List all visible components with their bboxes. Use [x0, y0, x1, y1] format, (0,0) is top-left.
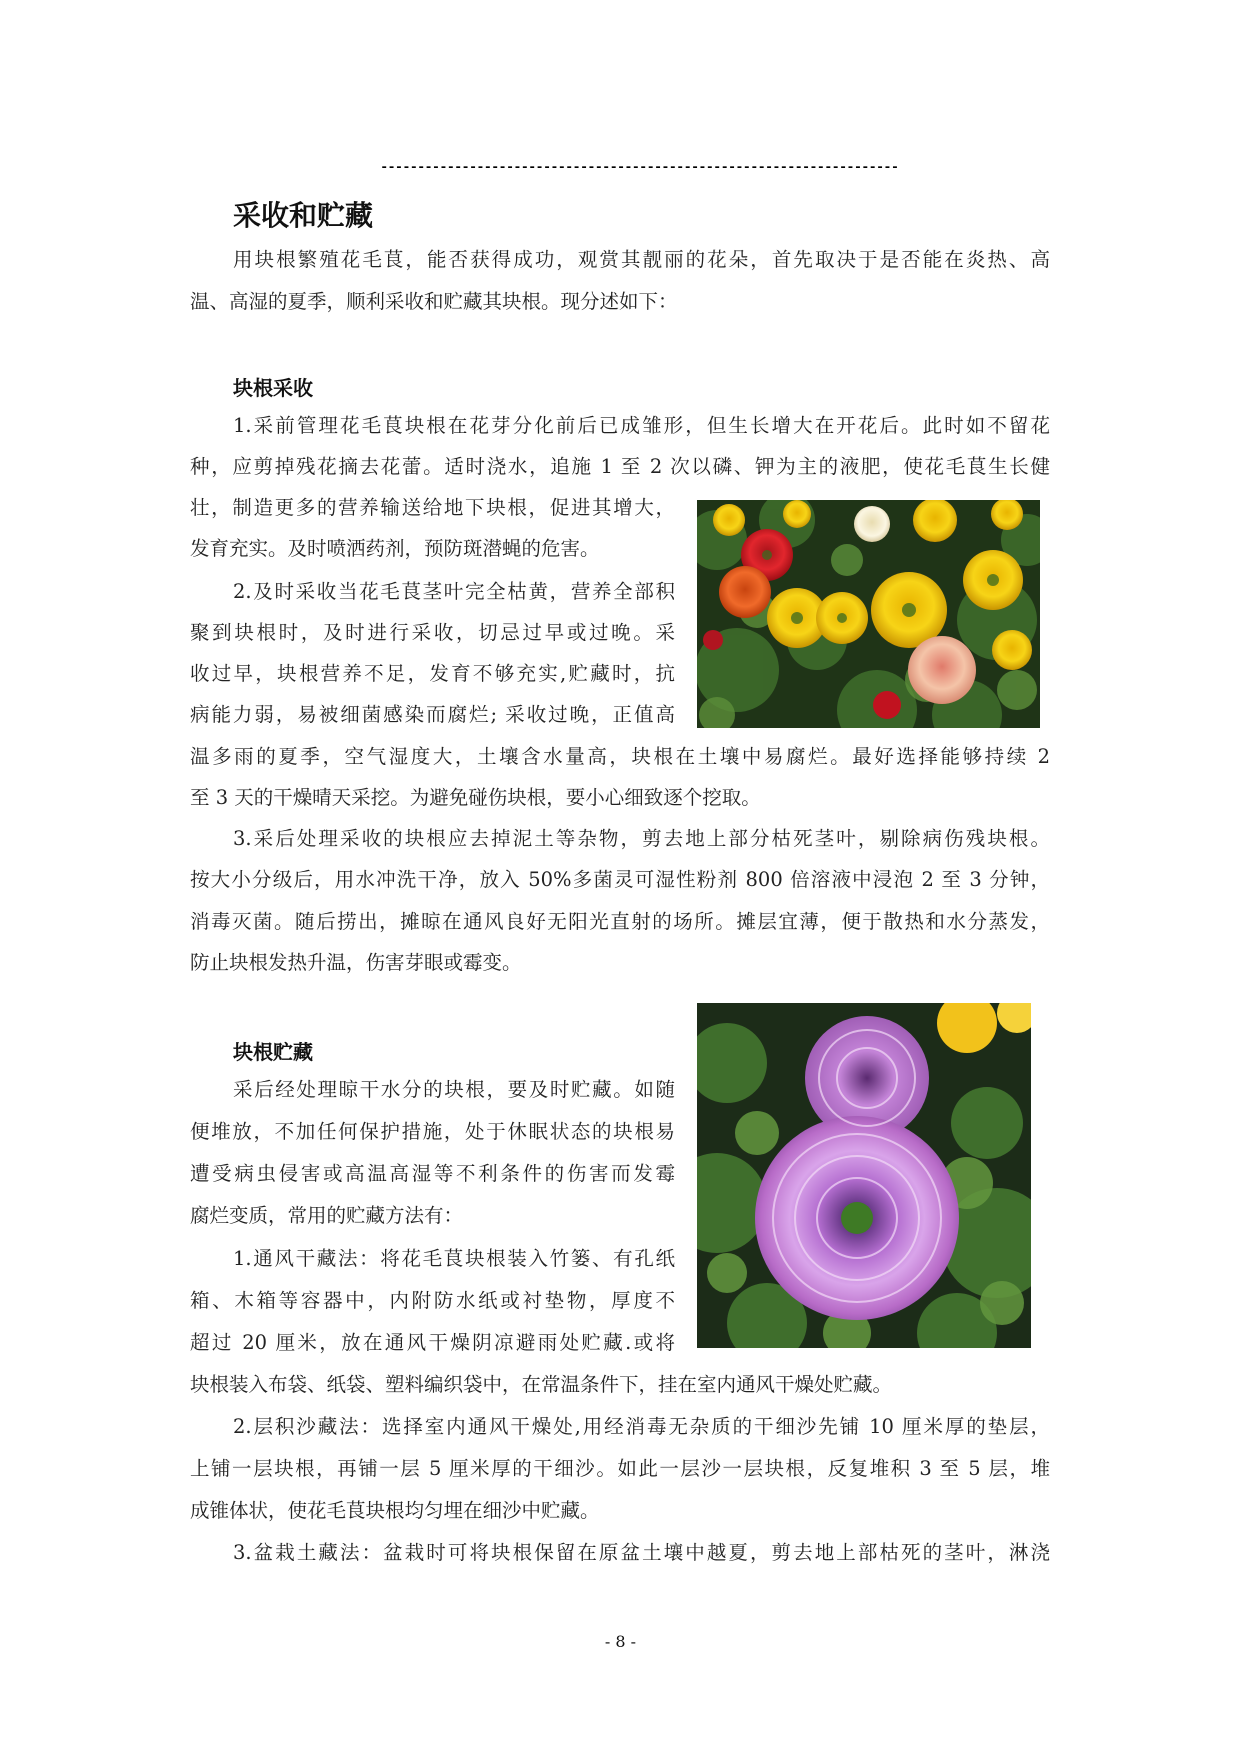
paragraph-line: 1.通风干藏法：将花毛茛块根装入竹篓、有孔纸: [233, 1247, 675, 1270]
paragraph-line: 2.层积沙藏法：选择室内通风干燥处,用经消毒无杂质的干细沙先铺 10 厘米厚的垫层，: [233, 1415, 1050, 1438]
intro-line: 温、高湿的夏季，顺利采收和贮藏其块根。现分述如下：: [190, 290, 678, 313]
paragraph-line: 1.采前管理花毛茛块根在花芽分化前后已成雏形，但生长增大在开花后。此时如不留花: [233, 414, 1050, 437]
paragraph-line: 种，应剪掉残花摘去花蕾。适时浇水，追施 1 至 2 次以磷、钾为主的液肥，使花毛茛生长健: [190, 455, 1050, 478]
paragraph-line: 便堆放，不加任何保护措施，处于休眠状态的块根易: [190, 1120, 675, 1143]
ranunculus-bed-photo: [697, 500, 1040, 728]
intro-line: 用块根繁殖花毛茛，能否获得成功，观赏其靓丽的花朵，首先取决于是否能在炎热、高: [233, 248, 1050, 271]
paragraph-line: 3.盆栽土藏法：盆栽时可将块根保留在原盆土壤中越夏，剪去地上部枯死的茎叶，淋浇: [233, 1541, 1050, 1564]
paragraph-line: 聚到块根时，及时进行采收，切忌过早或过晚。采: [190, 621, 675, 644]
paragraph-line: 超过 20 厘米，放在通风干燥阴凉避雨处贮藏.或将: [190, 1331, 675, 1354]
separator-line: ----------------------------------------------------------------------: [380, 160, 899, 176]
paragraph-line: 3.采后处理采收的块根应去掉泥土等杂物，剪去地上部分枯死茎叶，剔除病伤残块根。: [233, 827, 1050, 850]
paragraph-line: 壮，制造更多的营养输送给地下块根，促进其增大，: [190, 496, 675, 519]
paragraph-line: 收过早，块根营养不足，发育不够充实,贮藏时，抗: [190, 662, 675, 685]
paragraph-line: 块根装入布袋、纸袋、塑料编织袋中，在常温条件下，挂在室内通风干燥处贮藏。: [190, 1373, 893, 1396]
paragraph-line: 上铺一层块根，再铺一层 5 厘米厚的干细沙。如此一层沙一层块根，反复堆积 3 至 5 层，堆: [190, 1457, 1050, 1480]
page-number: - 8 -: [604, 1632, 637, 1651]
paragraph-line: 遭受病虫侵害或高温高湿等不利条件的伤害而发霉: [190, 1162, 675, 1185]
paragraph-line: 腐烂变质，常用的贮藏方法有：: [190, 1204, 464, 1227]
section-heading-storage: 块根贮藏: [233, 1040, 313, 1064]
paragraph-line: 消毒灭菌。随后捞出，摊晾在通风良好无阳光直射的场所。摊层宜薄，便于散热和水分蒸发，: [190, 910, 1050, 933]
paragraph-line: 病能力弱，易被细菌感染而腐烂; 采收过晚，正值高: [190, 703, 675, 726]
purple-ranunculus-photo: [697, 1003, 1031, 1348]
page-title: 采收和贮藏: [233, 199, 374, 232]
paragraph-line: 箱、木箱等容器中，内附防水纸或衬垫物，厚度不: [190, 1289, 675, 1312]
paragraph-line: 成锥体状，使花毛茛块根均匀埋在细沙中贮藏。: [190, 1499, 600, 1522]
paragraph-line: 温多雨的夏季，空气湿度大，土壤含水量高，块根在土壤中易腐烂。最好选择能够持续 2: [190, 745, 1050, 768]
paragraph-line: 2.及时采收当花毛茛茎叶完全枯黄，营养全部积: [233, 580, 675, 603]
paragraph-line: 防止块根发热升温，伤害芽眼或霉变。: [190, 951, 522, 974]
paragraph-line: 发育充实。及时喷洒药剂，预防斑潜蝇的危害。: [190, 537, 600, 560]
paragraph-line: 至 3 天的干燥晴天采挖。为避免碰伤块根，要小心细致逐个挖取。: [190, 786, 761, 809]
paragraph-line: 采后经处理晾干水分的块根，要及时贮藏。如随: [233, 1078, 675, 1101]
section-heading-harvest: 块根采收: [233, 376, 313, 400]
paragraph-line: 按大小分级后，用水冲洗干净，放入 50%多菌灵可湿性粉剂 800 倍溶液中浸泡 2 至 3 分钟，: [190, 868, 1050, 891]
